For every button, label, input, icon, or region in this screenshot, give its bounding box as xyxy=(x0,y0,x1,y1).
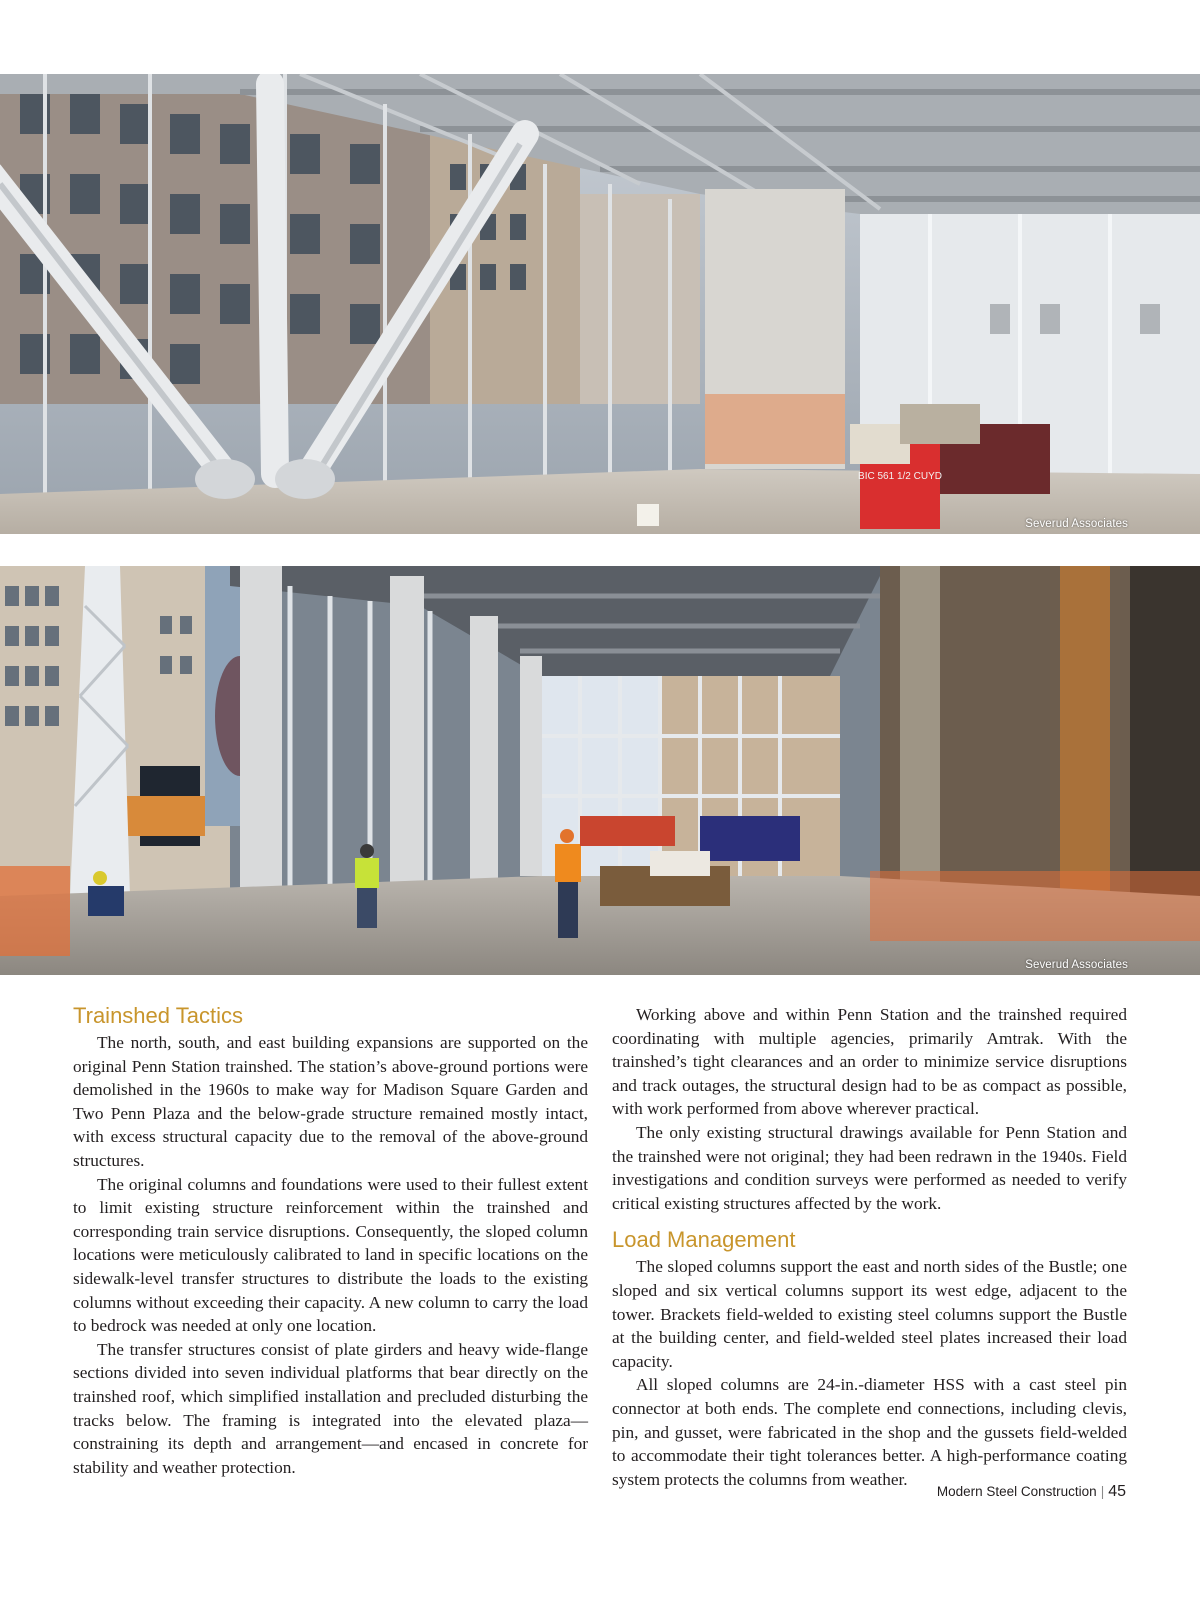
dumpster-sign: BIC 561 1/2 CUYD xyxy=(858,471,942,482)
body-paragraph: The only existing structural drawings available for Penn Station and the trainshed were not original; they had been redrawn in the 1940s. Field investigations and condition surveys were performed as needed to verify critical existing structures affected by the work. xyxy=(612,1122,1127,1213)
photo-concourse-workers xyxy=(0,566,1200,975)
article-column-left xyxy=(73,1003,588,1479)
section-heading: Trainshed Tactics xyxy=(73,1003,243,1028)
photo-illustration xyxy=(0,566,1200,975)
publication-name: Modern Steel Construction xyxy=(936,1484,1097,1499)
photo-sloped-columns xyxy=(0,74,1200,534)
photo-credit: Severud Associates xyxy=(1025,959,1128,971)
article-column-right xyxy=(612,1003,1127,1491)
body-paragraph: The sloped columns support the east and north sides of the Bustle; one sloped and six vertical columns support its west edge, adjacent to the tower. Brackets field-welded to existing steel columns support the Bustle at the building center, and field-welded steel plates increased their load capacity. xyxy=(612,1257,1127,1371)
body-paragraph: The north, south, and east building expansions are supported on the original Penn Station trainshed. The station’s above-ground portions were demolished in the 1960s to make way for Madison Square Garden and Two Penn Plaza and the below-grade structure remained mostly intact, with excess structural capacity due to the removal of the above-ground structures. xyxy=(73,1033,588,1170)
body-paragraph: Working above and within Penn Station and the trainshed required coordinating with multiple agencies, primarily Amtrak. With the trainshed’s tight clearances and an order to minimize service disruptions and track outages, the structural design had to be as compact as possible, with work performed from above wherever practical. xyxy=(612,1005,1127,1119)
photo-illustration xyxy=(0,74,1200,534)
body-paragraph: The transfer structures consist of plate girders and heavy wide-flange sections divided into seven individual platforms that bear directly on the trainshed roof, which simplified installation and precluded disturbing the tracks below. The framing is integrated into the elevated plaza—constraining its depth and arrangement—and encased in concrete for stability and weather protection. xyxy=(73,1339,588,1477)
section-heading: Load Management xyxy=(612,1227,796,1253)
body-paragraph: The original columns and foundations were used to their fullest extent to limit existing structure reinforcement within the trainshed and corresponding train service disruptions. Consequently, the sloped column locations were meticulously calibrated to land in specific locations on the sidewalk-level transfer structures to distribute the loads to the existing columns without exceeding their capacity. A new column to carry the load to bedrock was needed at only one location. xyxy=(73,1174,588,1336)
page-number: 45 xyxy=(1108,1483,1126,1500)
page-footer xyxy=(937,1483,1126,1501)
footer-separator: | xyxy=(1100,1484,1105,1499)
photo-credit: Severud Associates xyxy=(1025,518,1128,530)
body-paragraph: All sloped columns are 24-in.-diameter HSS with a cast steel pin connector at both ends. The complete end connections, including clevis, pin, and gusset, were fabricated in the shop and the gussets field-welded to accommodate their tight tolerances better. A high-performance coating system protects the columns from weather. xyxy=(612,1375,1127,1489)
